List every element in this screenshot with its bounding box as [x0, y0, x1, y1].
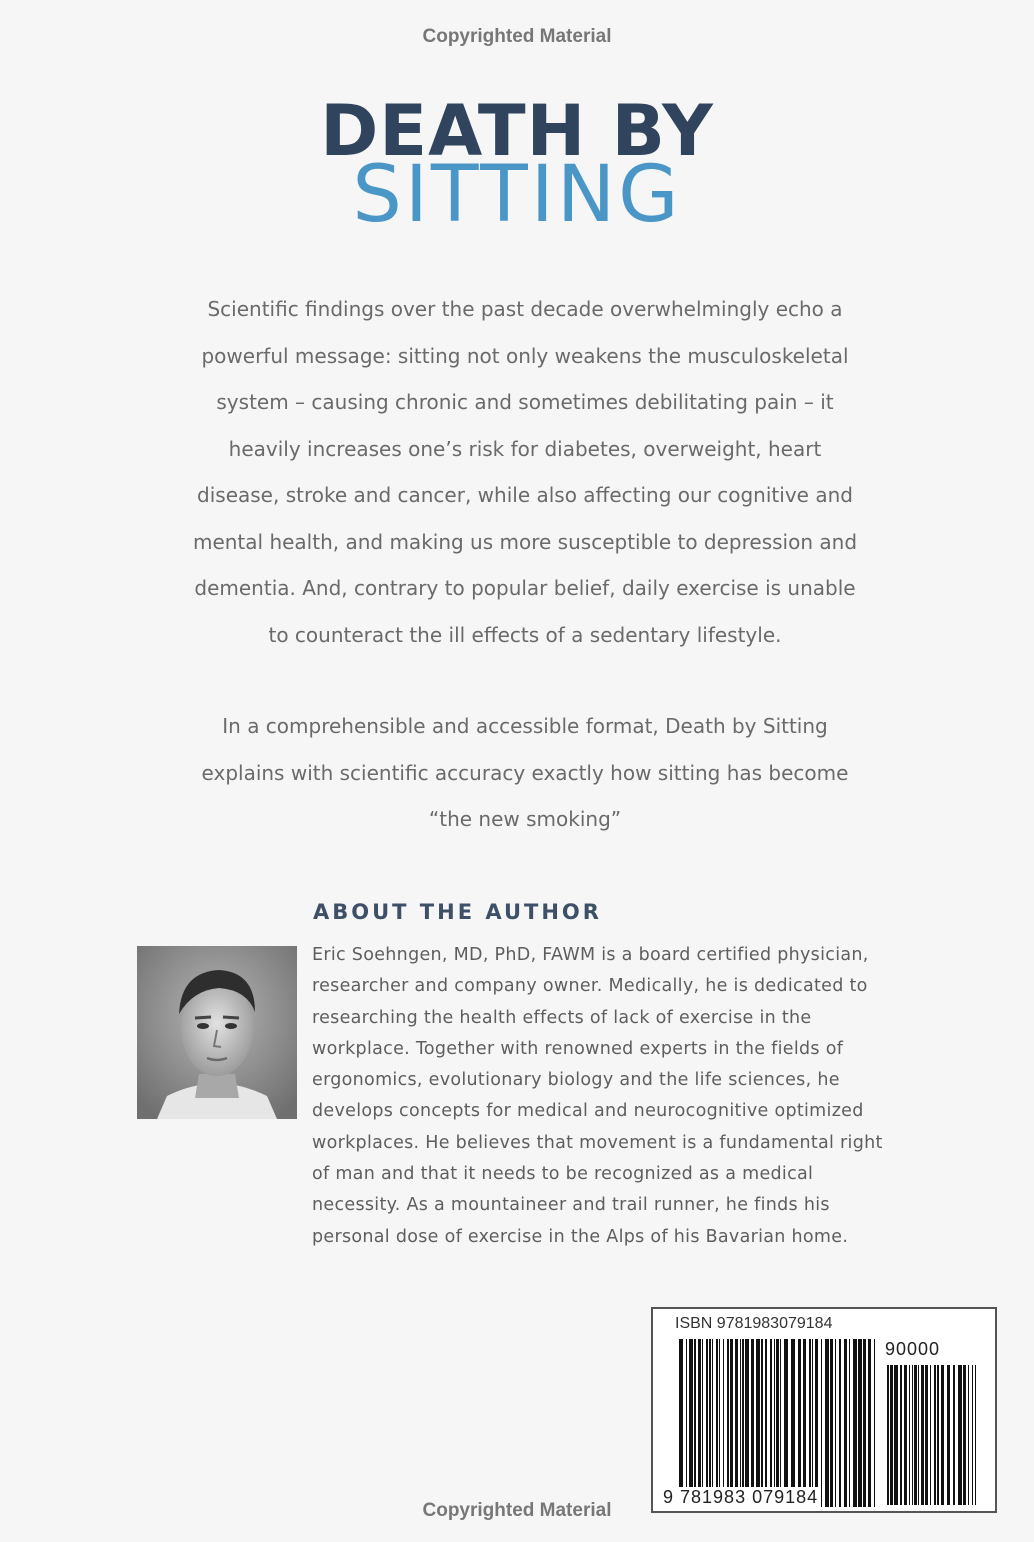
- barcode-addon-bars-icon: [887, 1365, 979, 1505]
- blurb-paragraph-2: [140, 703, 910, 843]
- author-portrait-icon: [137, 946, 297, 1119]
- barcode-number: 9 781983 079184: [663, 1487, 819, 1507]
- blurb-line: In a comprehensible and accessible format, Death by Sitting: [222, 714, 828, 738]
- about-author-heading: ABOUT THE AUTHOR: [313, 900, 602, 924]
- book-title-line-1: DEATH BY: [320, 90, 714, 172]
- author-bio: [312, 940, 952, 1253]
- blurb-line: “the new smoking”: [428, 807, 622, 831]
- bio-line: workplaces. He believes that movement is a fundamental right: [312, 1132, 883, 1153]
- blurb-line: Scientific findings over the past decade overwhelmingly echo a: [207, 297, 843, 321]
- book-title-line-2: SITTING: [352, 150, 682, 240]
- blurb-line: disease, stroke and cancer, while also affecting our cognitive and: [197, 483, 853, 507]
- blurb-line: dementia. And, contrary to popular belief, daily exercise is unable: [194, 576, 856, 600]
- isbn-label: ISBN 9781983079184: [675, 1315, 833, 1332]
- bio-line: ergonomics, evolutionary biology and the life sciences, he: [312, 1070, 840, 1091]
- blurb-paragraph-1: [140, 286, 910, 658]
- bio-line: researching the health effects of lack of exercise in the: [312, 1007, 812, 1028]
- author-photo: [137, 946, 297, 1119]
- blurb-line: mental health, and making us more susceptible to depression and: [192, 529, 858, 554]
- blurb-line: system – causing chronic and sometimes debilitating pain – it: [216, 390, 834, 414]
- blurb-line: powerful message: sitting not only weakens the musculoskeletal: [201, 343, 849, 368]
- blurb-line: heavily increases one’s risk for diabetes, overweight, heart: [228, 436, 822, 461]
- bio-line: Eric Soehngen, MD, PhD, FAWM is a board certified physician,: [312, 945, 869, 965]
- isbn-barcode: [651, 1307, 997, 1513]
- blurb-line: explains with scientific accuracy exactly how sitting has become: [201, 760, 849, 785]
- barcode-bars-icon: [679, 1339, 879, 1507]
- copyright-watermark-top: Copyrighted Material: [422, 26, 612, 47]
- blurb-line: to counteract the ill effects of a sedentary lifestyle.: [268, 622, 782, 647]
- bio-line: necessity. As a mountaineer and trail runner, he finds his: [312, 1195, 830, 1216]
- bio-line: personal dose of exercise in the Alps of his Bavarian home.: [312, 1226, 849, 1247]
- bio-line: develops concepts for medical and neurocognitive optimized: [312, 1101, 864, 1122]
- copyright-watermark-bottom: Copyrighted Material: [422, 1500, 612, 1521]
- barcode-addon-number: 90000: [885, 1339, 941, 1359]
- bio-line: of man and that it needs to be recognized as a medical: [312, 1164, 814, 1185]
- bio-line: researcher and company owner. Medically, he is dedicated to: [312, 976, 868, 997]
- bio-line: workplace. Together with renowned experts in the fields of: [312, 1038, 844, 1059]
